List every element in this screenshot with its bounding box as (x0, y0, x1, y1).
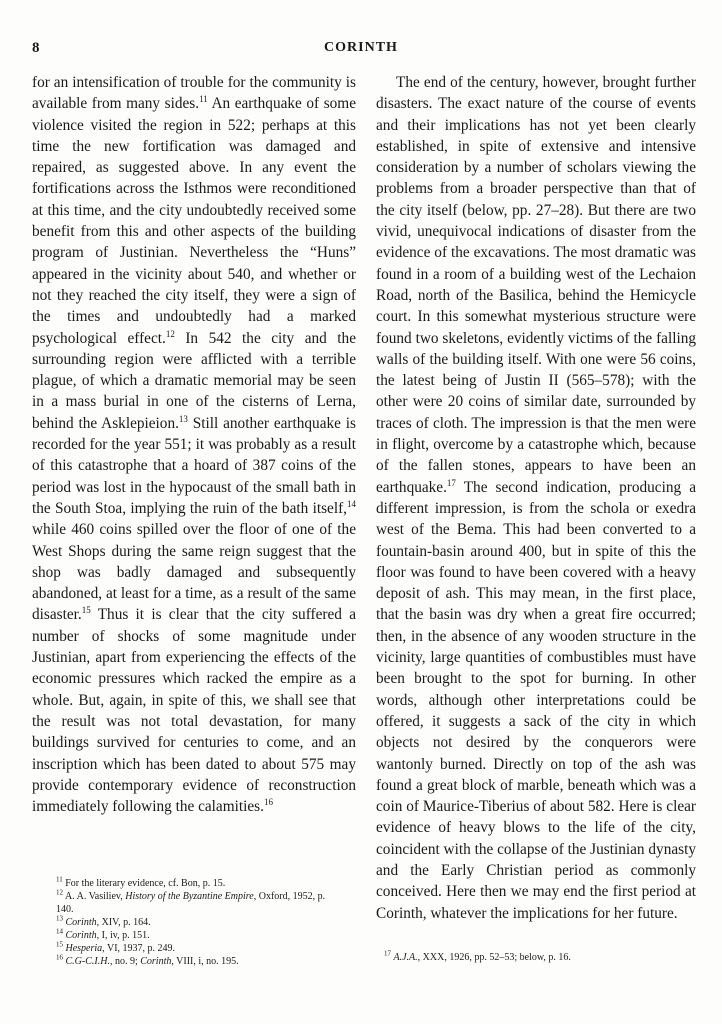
left-column (32, 72, 356, 817)
running-title: CORINTH (324, 40, 398, 55)
footnote-item: $^{16}$ C.G-C.I.H., no. 9; Corinth, VIII, i, no. 195. (56, 953, 239, 967)
footnote-ref[interactable]: 12 (165, 328, 175, 339)
footnote-item: $^{11}$ For the literary evidence, cf. Bon, p. 15. (56, 875, 226, 889)
footnote-ref[interactable]: 17 (446, 477, 456, 488)
footnote-ref[interactable]: 14 (347, 498, 356, 509)
page-number: 8 (32, 40, 40, 56)
footnotes-left (56, 877, 326, 968)
left-paragraph: for an intensification of trouble for the community is available from many sides.$^{11}$ An earthquake of some violence visited the region in 522; perhaps at this time the new fortification was damaged and repaired, as suggested above. In any event the fortifications across the Isthmos were reconditioned at this time, and the city undoubtedly received some benefit from this and other aspects of the building program of Justinian. Nevertheless the “Huns” appeared in the vicinity about 540, and whether or not they reached the city itself, they were a sign of the times and undoubtedly had a marked psychological effect.$^{12}$ In 542 the city and the surrounding region were afflicted with a terrible plague, of which a dramatic memorial may be seen in a mass burial in one of the cisterns of Lerna, behind the Asklepieion.$^{13}$ Still another earthquake is recorded for the year 551; it was probably as a result of this catastrophe that a hoard of 387 coins of the period was lost in the hypocaust of the small bath in the South Stoa, implying the ruin of the bath itself,$^{14}$ while 460 coins spilled over the floor of one of the West Shops during the same reign suggest that the shop was badly damaged and subsequently abandoned, at least for a time, as a result of the same disaster.$^{15}$ Thus it is clear that the city suffered a number of shocks of some magnitude under Justinian, apart from experiencing the effects of the economic pressures which racked the empire as a whole. But, again, in spite of this, we shall see that the result was not total devastation, for many buildings survived for centuries to come, and an inscription which has been dated to about 575 may provide contemporary evidence of reconstruction immediately following the calamities.$^{16}$ (32, 74, 356, 816)
footnote-item: $^{12}$ A. A. Vasiliev, History of the Byzantine Empire, Oxford, 1952, p. 140. (56, 888, 326, 915)
footnote-item: $^{15}$ Hesperia, VI, 1937, p. 249. (56, 940, 176, 954)
footnote-ref[interactable]: 11 (199, 94, 208, 105)
page-header (32, 40, 690, 60)
footnote-item: $^{14}$ Corinth, I, iv, p. 151. (56, 927, 150, 941)
right-paragraph: The end of the century, however, brought further disasters. The exact nature of the course of events and their implications has not yet been clearly established, in spite of extensive and intensive consideration by a number of scholars viewing the problems from a broader perspective than that of the city itself (below, pp. 27–28). But there are two vivid, unequivocal indications of disaster from the evidence of the excavations. The most dramatic was found in a room of a building west of the Lechaion Road, north of the Basilica, behind the Hemicycle court. In this somewhat mysterious structure were found two skeletons, evidently victims of the falling walls of the building itself. With one were 56 coins, the latest being of Justin II (565–578); with the other were 20 coins of similar date, surrounded by traces of cloth. The impression is that the men were in flight, overcome by a catastrophe which, because of the fallen stones, appears to have been an earthquake.$^{17}$ The second indication, producing a different impression, is from the schola or exedra west of the Bema. This had been converted to a fountain-basin around 400, but in spite of this the floor was found to have been covered with a heavy deposit of ash. This may mean, in the first place, that the basin was dry when a great fire occurred; then, in the absence of any wooden structure in the vicinity, large quantities of combustibles must have been brought to the spot for burning. In other words, although other interpretations could be offered, it suggests a sack of the city in which objects not desired by the conquerors were wantonly burned. Directly on top of the ash was found a great block of marble, beneath which was a coin of Maurice-Tiberius of about 582. Here is clear evidence of heavy blows to the life of the city, coincident with the collapse of the Justinian dynasty and the Early Christian period as commonly conceived. Here then we may end the first period at Corinth, whatever the implications for her future. (376, 74, 696, 922)
footnote-ref[interactable]: 13 (178, 413, 188, 424)
footnote-right: $^{17}$ A.J.A., XXX, 1926, pp. 52–53; below, p. 16. (384, 949, 571, 963)
footnote-item: $^{13}$ Corinth, XIV, p. 164. (56, 914, 151, 928)
right-column (376, 72, 696, 924)
footnote-ref[interactable]: 16 (263, 797, 273, 807)
footnote-ref[interactable]: 15 (81, 605, 91, 616)
